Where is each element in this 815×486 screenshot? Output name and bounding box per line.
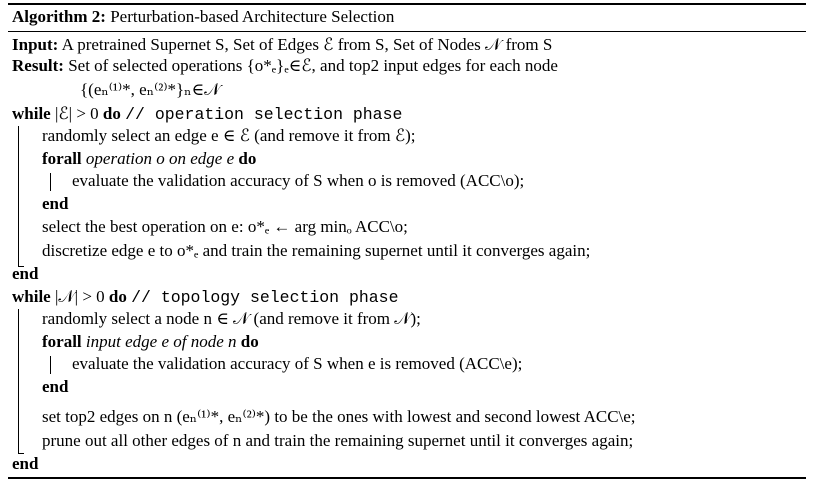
loop2-line3: set top2 edges on n (eₙ⁽¹⁾*, eₙ⁽²⁾*) to be the ones with lowest and second lowest ACC\e;: [42, 407, 636, 426]
caption-rule: [8, 31, 806, 32]
end-inner-2: end: [42, 377, 69, 396]
input-line: [12, 35, 552, 55]
forall-keyword-1: forall: [42, 149, 82, 168]
loop1-inner: evaluate the validation accuracy of S when o is removed (ACC\o);: [72, 171, 525, 190]
forall-text-2: input edge e of node n: [85, 332, 237, 351]
comment-2: // topology selection phase: [131, 288, 399, 307]
end-inner-1: end: [42, 194, 69, 213]
loop1-line1: randomly select an edge e ∈ ℰ (and remove it from ℰ);: [42, 126, 416, 145]
forall-keyword-2: forall: [42, 332, 82, 351]
result-label: Result:: [12, 56, 64, 75]
do-keyword-1: do: [102, 104, 121, 123]
end-loop-2: end: [12, 454, 39, 473]
loop2-line1: randomly select a node n ∈ 𝒩 (and remove it from 𝒩);: [42, 309, 421, 328]
input-text: A pretrained Supernet S, Set of Edges ℰ from S, Set of Nodes 𝒩 from S: [61, 35, 553, 54]
forall1-bar: [50, 173, 51, 191]
loop2-inner: evaluate the validation accuracy of S when e is removed (ACC\e);: [72, 354, 523, 373]
forall-line-1: [42, 149, 256, 169]
top-rule: [8, 3, 806, 5]
input-label: Input:: [12, 35, 59, 54]
algorithm-box: [8, 3, 806, 481]
while-condition-1: |ℰ| > 0: [54, 104, 99, 123]
forall-do-1: do: [238, 149, 257, 168]
caption-title: Perturbation-based Architecture Selection: [110, 7, 395, 26]
result-text-2: {(eₙ⁽¹⁾*, eₙ⁽²⁾*}ₙ∈𝒩: [80, 80, 221, 99]
result-text: Set of selected operations {o*ₑ}ₑ∈ℰ, and top2 input edges for each node: [68, 56, 558, 75]
while-keyword-1: while: [12, 104, 51, 123]
while-line-2: [12, 287, 398, 308]
loop2-bar: [18, 309, 19, 453]
forall-text-1: operation o on edge e: [85, 149, 235, 168]
loop1-line4: discretize edge e to o*ₑ and train the remaining supernet until it converges again;: [42, 241, 591, 260]
bottom-rule: [8, 477, 806, 479]
do-keyword-2: do: [108, 287, 127, 306]
while-condition-2: |𝒩| > 0: [54, 287, 105, 306]
end-loop-1: end: [12, 264, 39, 283]
result-line: [12, 56, 558, 76]
loop1-bar: [18, 126, 19, 266]
comment-1: // operation selection phase: [125, 105, 403, 124]
forall-line-2: [42, 332, 259, 352]
while-line-1: [12, 104, 402, 125]
algorithm-caption: [12, 7, 394, 27]
loop2-line4: prune out all other edges of n and train the remaining supernet until it converges again;: [42, 431, 634, 450]
while-keyword-2: while: [12, 287, 51, 306]
result-line-2: [80, 80, 220, 100]
forall-do-2: do: [240, 332, 259, 351]
caption-label: Algorithm 2:: [12, 7, 106, 26]
loop1-line3: select the best operation on e: o*ₑ ← arg minₒ ACC\o;: [42, 217, 408, 236]
forall2-bar: [50, 356, 51, 374]
